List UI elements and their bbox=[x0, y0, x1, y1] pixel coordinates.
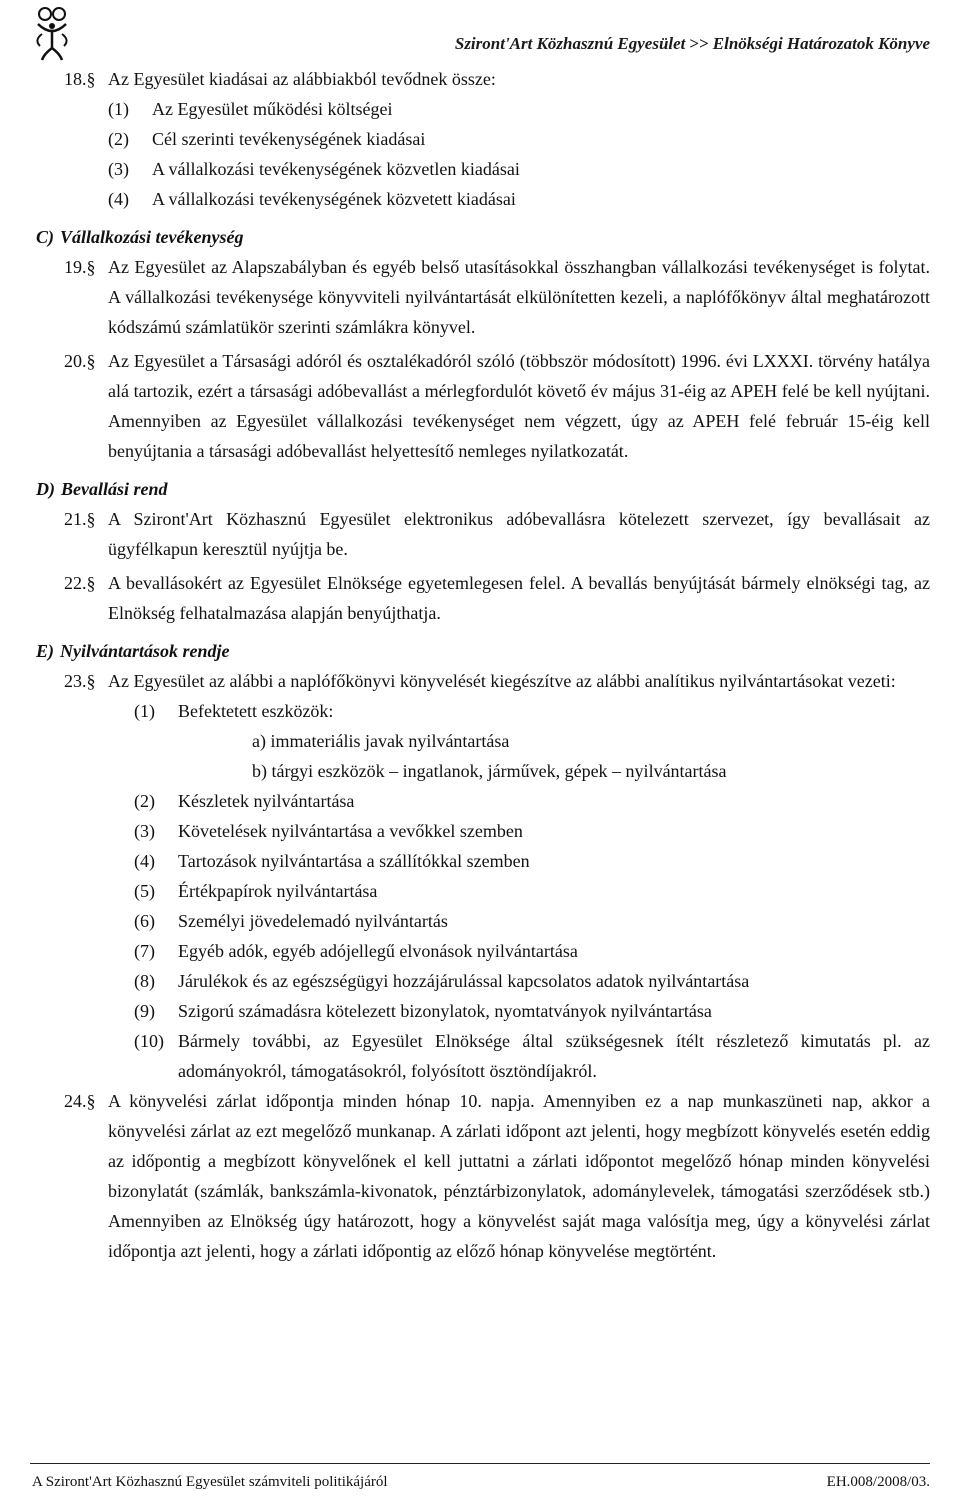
list-item bbox=[134, 876, 930, 906]
section-title: Vállalkozási tevékenység bbox=[60, 227, 244, 247]
section-heading-e bbox=[36, 636, 930, 666]
section-title: Bevallási rend bbox=[61, 479, 168, 499]
header-title-org: Sziront'Art Közhasznú Egyesület bbox=[454, 34, 686, 53]
header-title-book: Elnökségi Határozatok Könyve bbox=[712, 34, 930, 53]
paragraph-text: Az Egyesület az alábbi a naplófőkönyvi könyvelését kiegészítve az alábbi analítikus nyilvántartásokat vezeti: bbox=[108, 671, 896, 691]
header-title bbox=[455, 34, 930, 54]
paragraph-19 bbox=[36, 252, 930, 342]
footer-document-title: A Sziront'Art Közhasznú Egyesület számviteli politikájáról bbox=[32, 1474, 388, 1490]
section-letter: D) bbox=[36, 479, 55, 499]
paragraph-text: A könyvelési zárlat időpontja minden hónap 10. napja. Amennyiben ez a nap munkaszüneti nap, akkor a könyvelési zárlat az ezt megelőző munkanap. A zárlati időpont azt jelenti, hogy megbízott könyvelés esetén eddig az időpontig a megbízott könyvelőnek el kell juttatni a zárlati időpontot megelőző hónap minden könyvelési bizonylatát (számlák, bankszámla-kivonatok, pénztárbizonylatok, adománylevelek, támogatási szerződések stb.) Amennyiben az Elnökség úgy határozott, hogy a könyvelést saját maga valósítja meg, úgy a könyvelési zárlat időpontja azt jelenti, hogy a zárlati időpontig az előző hónap könyvelése megtörtént. bbox=[108, 1091, 930, 1261]
header-separator: >> bbox=[689, 34, 709, 53]
paragraph-text: Az Egyesület az Alapszabályban és egyéb belső utasításokkal összhangban vállalkozási tevékenységet is folytat. A vállalkozási tevékenysége könyvviteli nyilvántartását elkülönítetten kezeli, a naplófőkönyv által meghatározott kódszámú számlatükör szerinti számlákra könyvel. bbox=[108, 257, 930, 337]
item-text: Befektetett eszközök: bbox=[178, 701, 334, 721]
list-item bbox=[134, 936, 930, 966]
section-heading-c bbox=[36, 222, 930, 252]
paragraph-number: 20.§ bbox=[64, 351, 96, 371]
sub-list-item: b) tárgyi eszközök – ingatlanok, járművek, gépek – nyilvántartása bbox=[252, 761, 727, 781]
item-text: Cél szerinti tevékenységének kiadásai bbox=[152, 129, 426, 149]
paragraph-22 bbox=[36, 568, 930, 628]
list-item bbox=[134, 906, 930, 936]
item-text: Személyi jövedelemadó nyilvántartás bbox=[178, 911, 448, 931]
page-footer bbox=[30, 1463, 930, 1488]
list-item bbox=[134, 696, 930, 726]
list-item bbox=[108, 184, 930, 214]
item-number: (8) bbox=[134, 971, 155, 991]
list-item bbox=[108, 124, 930, 154]
section-letter: C) bbox=[36, 227, 54, 247]
item-text: Készletek nyilvántartása bbox=[178, 791, 355, 811]
paragraph-number: 18.§ bbox=[64, 69, 96, 89]
item-number: (1) bbox=[134, 701, 155, 721]
paragraph-number: 24.§ bbox=[64, 1091, 96, 1111]
paragraph-text: A bevallásokért az Egyesület Elnöksége egyetemlegesen felel. A bevallás benyújtását bármely elnökségi tag, az Elnökség felhatalmazása alapján benyújthatja. bbox=[108, 573, 930, 623]
paragraph-20 bbox=[36, 346, 930, 466]
list-item bbox=[134, 996, 930, 1026]
list-item bbox=[134, 846, 930, 876]
paragraph-23 bbox=[36, 666, 930, 696]
paragraph-number: 22.§ bbox=[64, 573, 96, 593]
item-number: (10) bbox=[134, 1031, 164, 1051]
item-text: Az Egyesület működési költségei bbox=[152, 99, 393, 119]
expense-list bbox=[108, 94, 930, 214]
item-number: (7) bbox=[134, 941, 155, 961]
item-number: (1) bbox=[108, 99, 129, 119]
item-text: Követelések nyilvántartása a vevőkkel szemben bbox=[178, 821, 523, 841]
paragraph-text: Az Egyesület kiadásai az alábbiakból tevődnek össze: bbox=[108, 69, 496, 89]
paragraph-text: A Sziront'Art Közhasznú Egyesület elektronikus adóbevallásra kötelezett szervezet, így bevallásait az ügyfélkapun keresztül nyújtja be. bbox=[108, 509, 930, 559]
stylized-figure-logo-icon bbox=[28, 4, 76, 62]
paragraph-18 bbox=[36, 64, 930, 94]
document-body bbox=[36, 64, 930, 1266]
item-number: (4) bbox=[134, 851, 155, 871]
item-number: (4) bbox=[108, 189, 129, 209]
paragraph-number: 23.§ bbox=[64, 671, 96, 691]
sub-list-item: a) immateriális javak nyilvántartása bbox=[252, 731, 510, 751]
item-text: Egyéb adók, egyéb adójellegű elvonások nyilvántartása bbox=[178, 941, 578, 961]
item-text: Értékpapírok nyilvántartása bbox=[178, 881, 378, 901]
item-text: Tartozások nyilvántartása a szállítókkal szemben bbox=[178, 851, 530, 871]
page-header bbox=[0, 0, 960, 66]
ledger-list bbox=[134, 696, 930, 1086]
paragraph-text: Az Egyesület a Társasági adóról és osztalékadóról szóló (többször módosított) 1996. évi LXXXI. törvény hatálya alá tartozik, ezért a társasági adóbevallást a mérlegfordulót követő év május 31-éig az APEH felé be kell nyújtani. Amennyiben az Egyesület vállalkozási tevékenységet nem végzett, úgy az APEH felé február 15-éig kell benyújtania a társasági adóbevallást helyettesítő nemleges nyilatkozatát. bbox=[108, 351, 930, 461]
paragraph-number: 19.§ bbox=[64, 257, 96, 277]
item-number: (2) bbox=[134, 791, 155, 811]
list-item bbox=[134, 966, 930, 996]
paragraph-21 bbox=[36, 504, 930, 564]
paragraph-24 bbox=[36, 1086, 930, 1266]
item-text: A vállalkozási tevékenységének közvetett kiadásai bbox=[152, 189, 516, 209]
item-number: (3) bbox=[108, 159, 129, 179]
list-item bbox=[134, 1026, 930, 1086]
section-title: Nyilvántartások rendje bbox=[60, 641, 230, 661]
footer-document-id: EH.008/2008/03. bbox=[826, 1474, 930, 1490]
item-text: Szigorú számadásra kötelezett bizonylatok, nyomtatványok nyilvántartása bbox=[178, 1001, 712, 1021]
item-number: (9) bbox=[134, 1001, 155, 1021]
sub-list bbox=[252, 726, 930, 786]
item-text: Járulékok és az egészségügyi hozzájárulással kapcsolatos adatok nyilvántartása bbox=[178, 971, 750, 991]
list-item bbox=[134, 786, 930, 816]
item-number: (3) bbox=[134, 821, 155, 841]
item-number: (2) bbox=[108, 129, 129, 149]
list-item bbox=[108, 94, 930, 124]
item-number: (5) bbox=[134, 881, 155, 901]
section-letter: E) bbox=[36, 641, 54, 661]
list-item bbox=[108, 154, 930, 184]
item-number: (6) bbox=[134, 911, 155, 931]
paragraph-number: 21.§ bbox=[64, 509, 96, 529]
section-heading-d bbox=[36, 474, 930, 504]
item-text: A vállalkozási tevékenységének közvetlen kiadásai bbox=[152, 159, 520, 179]
item-text: Bármely további, az Egyesület Elnöksége által szükségesnek ítélt részletező kimutatás pl. az adományokról, támogatásokról, folyósított ösztöndíjakról. bbox=[178, 1031, 930, 1081]
list-item bbox=[134, 816, 930, 846]
